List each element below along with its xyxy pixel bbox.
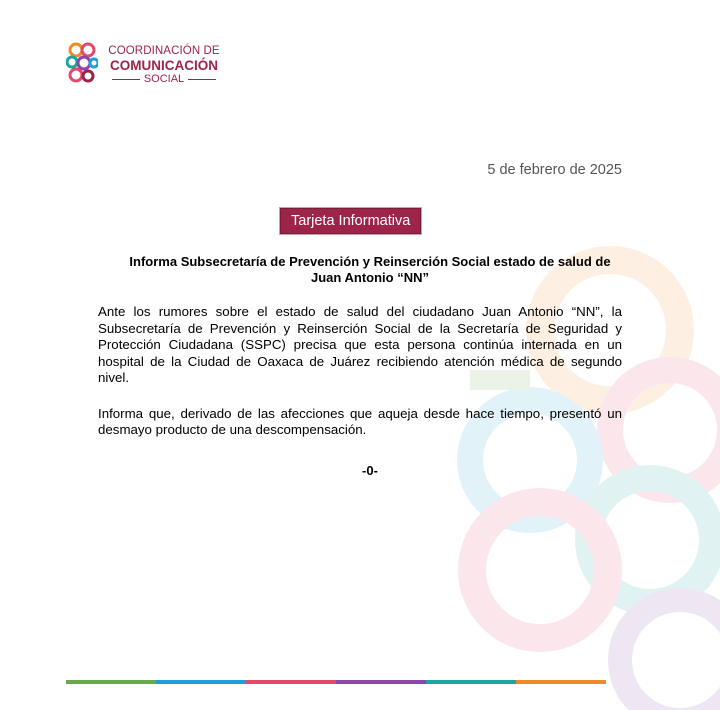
logo-divider-left [112, 79, 140, 80]
color-bar-segment [246, 680, 336, 684]
paragraph: Informa que, derivado de las afecciones que aqueja desde hace tiempo, presentó un desmayo producto de una descompensación. [98, 405, 622, 437]
logo-line-3-text: SOCIAL [143, 73, 185, 85]
headline: Informa Subsecretaría de Prevención y Reinserción Social estado de salud de Juan Antonio “NN” [129, 254, 611, 285]
logo-line-2: COMUNICACIÓN [110, 58, 218, 73]
end-mark: -0- [362, 463, 378, 478]
color-bar-segment [66, 680, 156, 684]
color-bar-segment [156, 680, 246, 684]
color-bar [66, 680, 606, 684]
color-bar-segment [336, 680, 426, 684]
paragraph: Ante los rumores sobre el estado de salud del ciudadano Juan Antonio “NN”, la Subsecretaría de Prevención y Reinserción Social de la Secretaría de Seguridad y Protección Ciudadana (SSPC) precisa que esta persona continúa internada en un hospital de la Ciudad de Oaxaca de Juárez recibiendo atención médica de segundo nivel. [98, 304, 622, 385]
document-date: 5 de febrero de 2025 [487, 162, 622, 178]
color-bar-segment [516, 680, 606, 684]
document-type-badge: Tarjeta Informativa [280, 208, 421, 234]
color-bar-segment [426, 680, 516, 684]
logo [66, 41, 226, 91]
logo-line-3 [102, 73, 226, 86]
logo-line-1: COORDINACIÓN DE [108, 45, 220, 57]
logo-divider-right [188, 79, 216, 80]
body-text [98, 304, 622, 458]
logo-icon [66, 41, 98, 87]
logo-wordmark [102, 44, 226, 86]
